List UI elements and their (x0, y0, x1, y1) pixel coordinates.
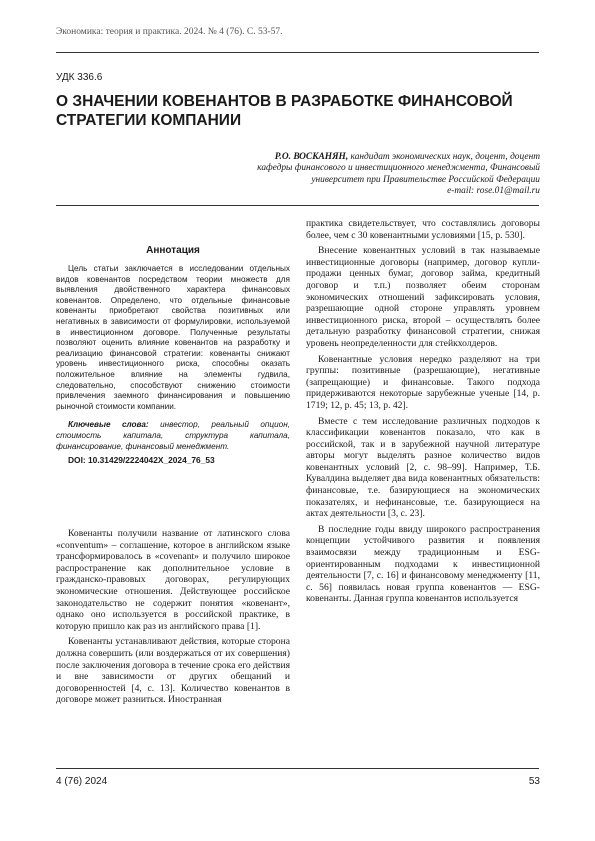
author-block (130, 152, 540, 198)
keywords-label: Ключевые слова: (68, 420, 149, 430)
page-number: 53 (528, 776, 540, 787)
keywords-list: инвестор, реальный опцион, стоимость капитала, структура капитала, финансирование, финансовый менеджмент. (56, 420, 290, 451)
author-degree: кандидат экономических наук, доцент, доцент (348, 152, 540, 162)
footer-issue: 4 (76) 2024 (56, 776, 108, 787)
header-divider (56, 52, 539, 53)
article-title: О ЗНАЧЕНИИ КОВЕНАНТОВ В РАЗРАБОТКЕ ФИНАНСОВОЙ СТРАТЕГИИ КОМПАНИИ (56, 93, 513, 129)
body-right-column (306, 218, 540, 609)
udk-code: УДК 336.6 (56, 72, 103, 83)
author-line-1 (130, 152, 540, 163)
abstract-heading: Аннотация (146, 245, 200, 256)
author-name: Р.О. ВОСКАНЯН, (274, 152, 349, 162)
author-email: e-mail: rose.01@mail.ru (447, 186, 540, 197)
abstract-text: Цель статьи заключается в исследовании отдельных видов ковенантов посредством теории множеств для выявления двойственного характера финансовых ковенантов. Определено, что отдельные финансовые ковенанты приобретают свойства позитивных или негативных в зависимости от формулировки, используемой в инвестиционном договоре. Полученные результаты позволяют оценить влияние ковенантов на разработку и реализацию финансовой стратегии: ковенанты снижают уровень инвестиционного риска, способны оказать положительное влияние на элементы гудвила, следовательно, способствуют снижению стоимости привлечения заемного финансирования и повышению рыночной стоимости компании. (56, 264, 290, 411)
body-paragraph: Вместе с тем исследование различных подходов к классификации ковенантов показало, что как в российской, так и в зарубежной научной литературе авторы могут выделять разное количество видов ковенантных условий [2, с. 98–99]. Например, Т.Б. Кувалдина выделяет два вида ковенантных обязательств: финансовые, т.е. базирующиеся на экономических показателях, и нефинансовые, т.е. базирующиеся на актах деятельности [3, с. 23]. (306, 415, 540, 520)
title-divider (56, 205, 539, 206)
footer-divider (56, 768, 539, 769)
body-paragraph: Внесение ковенантных условий в так называемые инвестиционные договоры (например, договор купли-продажи ценных бумаг, договор займа, кредитный договор и т.п.) позволяет обеим сторонам экономических отношений зафиксировать условия, разрешающие одной стороне управлять уровнем инвестиционного риска, второй – осуществлять более детальную разработку финансовой стратегии, снижая уровень неопределенности для стейкхолдеров. (306, 245, 540, 349)
abstract-block (56, 245, 290, 465)
journal-reference: Экономика: теория и практика. 2024. № 4 (76). С. 53-57. (56, 27, 283, 37)
body-paragraph: В последние годы ввиду широкого распространения концепции устойчивого развития и появления взаимосвязи между традиционным и ESG-ориентированным подходами к инвестиционной деятельности [7, с. 16] и финансовому менеджменту [11, с. 56] появилась новая группа ковенантов — ESG-ковенанты. Данная группа ковенантов используется (306, 523, 540, 605)
body-left-column (56, 528, 290, 710)
body-paragraph: Ковенанты получили название от латинского слова «conventum» – соглашение, которое в английском языке трансформировалось в «covenant» и получило широкое распространение как дополнительное условие в гражданско-правовых договорах, регулирующих экономические отношения. Действующее российское законодательство не содержит понятия «ковенант», однако оно используется в российской практике, в которую пришло как раз из английского права [1]. (56, 528, 290, 632)
body-paragraph: Ковенантные условия нередко разделяют на три группы: позитивные (разрешающие), негативные (запрещающие) и финансовые. Такого подхода придерживаются некоторые зарубежные ученые [14, p. 1719; 12, p. 45; 13, p. 42]. (306, 353, 540, 411)
body-paragraph: Ковенанты устанавливают действия, которые сторона должна совершить (или воздержаться от их совершения) после заключения договора в течение срока его действия и вне зависимости от других обещаний и договоренностей [4, с. 13]. Количество ковенантов в договоре может разниться. Иностранная (56, 636, 290, 706)
author-line-2: кафедры финансового и инвестиционного менеджмента, Финансовый (257, 163, 540, 174)
author-line-3: университет при Правительстве Российской Федерации (311, 174, 540, 185)
body-paragraph: практика свидетельствует, что составлялись договоры более, чем с 30 ковенантными условиями [15, p. 530]. (306, 218, 540, 241)
keywords (56, 420, 290, 452)
doi: DOI: 10.31429/2224042X_2024_76_53 (68, 455, 215, 466)
